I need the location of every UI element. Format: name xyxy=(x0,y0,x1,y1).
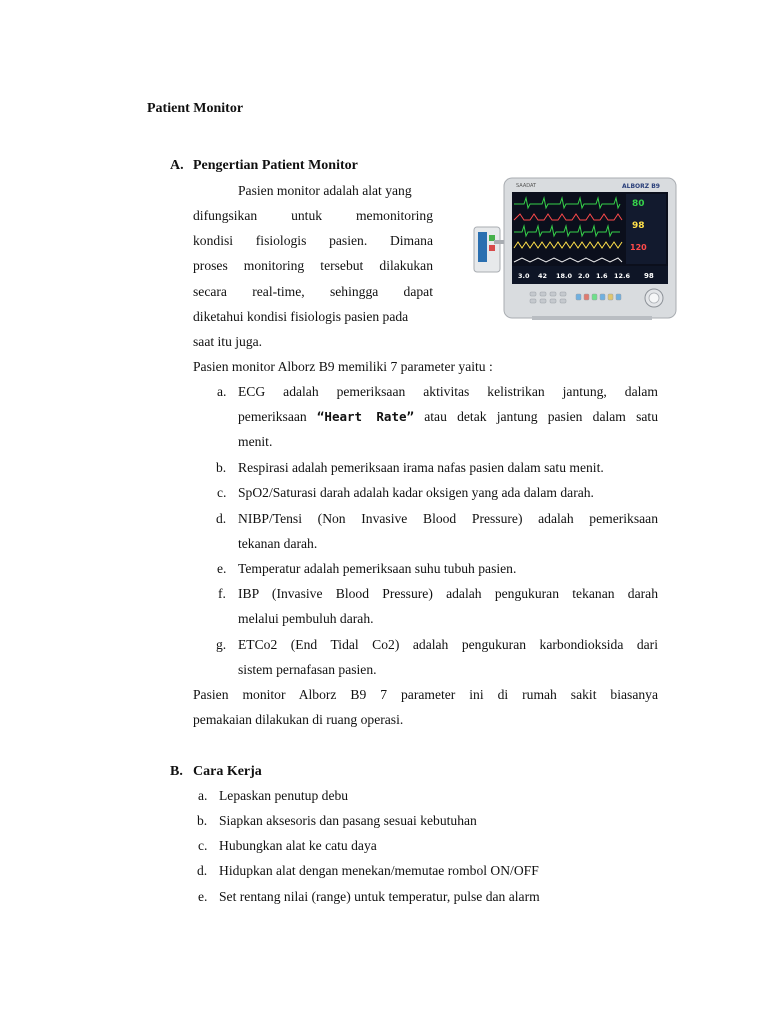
item-e-text: Temperatur adalah pemeriksaan suhu tubuh pasien. xyxy=(238,561,517,576)
item-g-marker: g. xyxy=(216,637,227,652)
readout-1: 3.0 xyxy=(518,272,530,280)
item-a-line-3: menit. xyxy=(238,434,273,449)
section-a-marker: A. xyxy=(170,158,184,173)
item-a-line-1: ECG adalah pemeriksaan aktivitas kelistrikan jantung, dalam xyxy=(238,384,658,399)
item-f-line-1: IBP (Invasive Blood Pressure) adalah pengukuran tekanan darah xyxy=(238,586,658,601)
item-g-line-2: sistem pernafasan pasien. xyxy=(238,662,377,677)
step-e-text: Set rentang nilai (range) untuk temperatur, pulse dan alarm xyxy=(219,889,540,904)
step-d-marker: d. xyxy=(197,863,208,878)
intro-line-5: secara real-time, sehingga dapat xyxy=(193,284,433,299)
item-c-marker: c. xyxy=(217,485,227,500)
step-e-marker: e. xyxy=(198,889,208,904)
section-b-marker: B. xyxy=(170,764,183,779)
step-b-marker: b. xyxy=(197,813,208,828)
intro-line-2: difungsikan untuk memonitoring xyxy=(193,208,433,223)
intro-line-4: proses monitoring tersebut dilakukan xyxy=(193,258,433,273)
intro-line-3: kondisi fisiologis pasien. Dimana xyxy=(193,233,433,248)
step-d-text: Hidupkan alat dengan menekan/memutae rombol ON/OFF xyxy=(219,863,539,878)
closing-line-2: pemakaian dilakukan di ruang operasi. xyxy=(193,712,404,727)
intro-line-6: diketahui kondisi fisiologis pasien pada xyxy=(193,309,409,324)
side-value-2: 98 xyxy=(632,221,645,231)
side-value-1: 80 xyxy=(632,199,645,209)
item-a-line-2 xyxy=(238,409,658,425)
item-g-line-1: ETCo2 (End Tidal Co2) adalah pengukuran karbondioksida dari xyxy=(238,637,658,652)
readout-6: 12.6 xyxy=(614,272,631,280)
readout-2: 42 xyxy=(538,272,548,280)
item-a-marker: a. xyxy=(217,384,227,399)
item-f-marker: f. xyxy=(218,586,226,601)
patient-monitor-illustration xyxy=(472,172,682,322)
step-b-text: Siapkan aksesoris dan pasang sesuai kebutuhan xyxy=(219,813,477,828)
item-e-marker: e. xyxy=(217,561,227,576)
readout-5: 1.6 xyxy=(596,272,608,280)
svg-text:SAADAT: SAADAT xyxy=(516,183,537,189)
closing-line-1: Pasien monitor Alborz B9 7 parameter ini di rumah sakit biasanya xyxy=(193,687,658,702)
monitor-brand: ALBORZ B9 xyxy=(622,183,660,190)
section-a-heading: Pengertian Patient Monitor xyxy=(193,158,358,173)
step-a-marker: a. xyxy=(198,788,208,803)
item-b-marker: b. xyxy=(216,460,227,475)
section-b-heading: Cara Kerja xyxy=(193,764,262,779)
page-title: Patient Monitor xyxy=(147,101,244,116)
intro-line-1: Pasien monitor adalah alat yang xyxy=(238,183,412,198)
item-b-text: Respirasi adalah pemeriksaan irama nafas pasien dalam satu menit. xyxy=(238,460,604,475)
step-a-text: Lepaskan penutup debu xyxy=(219,788,349,803)
item-c-text: SpO2/Saturasi darah adalah kadar oksigen yang ada dalam darah. xyxy=(238,485,594,500)
intro-line-7: saat itu juga. xyxy=(193,334,263,349)
item-a-line-2-pre: pemeriksaan xyxy=(238,409,317,424)
side-value-3: 120 xyxy=(630,243,647,252)
step-c-text: Hubungkan alat ke catu daya xyxy=(219,838,377,853)
item-d-line-1: NIBP/Tensi (Non Invasive Blood Pressure) adalah pemeriksaan xyxy=(238,511,658,526)
patient-monitor-image xyxy=(472,172,682,322)
readout-3: 18.0 xyxy=(556,272,573,280)
readout-4: 2.0 xyxy=(578,272,590,280)
item-d-line-2: tekanan darah. xyxy=(238,536,318,551)
heart-rate-term: “Heart Rate” xyxy=(316,409,415,424)
readout-7: 98 xyxy=(644,272,654,280)
item-f-line-2: melalui pembuluh darah. xyxy=(238,611,374,626)
item-d-marker: d. xyxy=(216,511,227,526)
item-a-line-2-post: atau detak jantung pasien dalam satu xyxy=(414,409,658,424)
params-intro: Pasien monitor Alborz B9 memiliki 7 parameter yaitu : xyxy=(193,359,493,374)
step-c-marker: c. xyxy=(198,838,208,853)
